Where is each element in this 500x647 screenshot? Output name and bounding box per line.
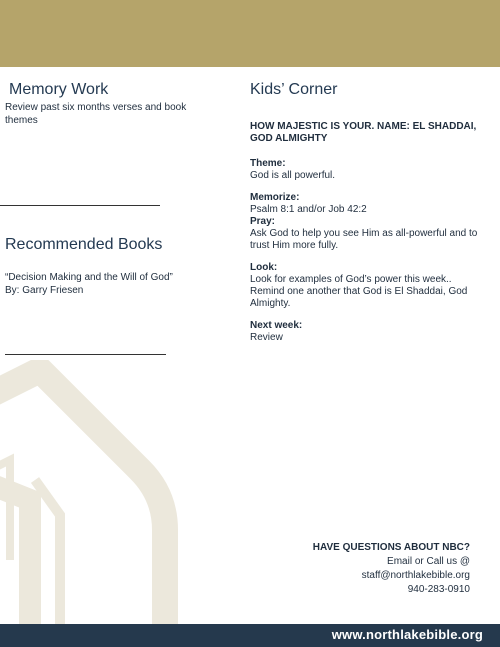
memorize-block (250, 192, 480, 216)
memory-work-text: Review past six months verses and book themes (5, 102, 187, 126)
theme-block (250, 158, 480, 182)
contact-phone[interactable]: 940-283-0910 (407, 584, 470, 595)
book-entry (5, 271, 225, 297)
divider-memory (0, 205, 160, 206)
book-author: By: Garry Friesen (5, 285, 84, 296)
look-block (250, 262, 480, 310)
next-week-label: Next week: (250, 320, 303, 331)
pray-block (250, 216, 480, 252)
recommended-books-title: Recommended Books (5, 236, 163, 253)
top-banner (0, 0, 500, 67)
kids-corner-title: Kids’ Corner (250, 81, 338, 98)
contact-block (313, 541, 470, 597)
memory-work-title: Memory Work (9, 81, 109, 98)
kids-corner-content (250, 121, 480, 354)
contact-email[interactable]: staff@northlakebible.org (361, 570, 470, 581)
kids-heading: HOW MAJESTIC IS YOUR. NAME: EL SHADDAI, GOD ALMIGHTY (250, 121, 477, 144)
memorize-label: Memorize: (250, 192, 300, 203)
look-text: Look for examples of God’s power this week.. Remind one another that God is El Shaddai, God Almighty. (250, 274, 468, 309)
watermark-logo (0, 360, 200, 630)
theme-text: God is all powerful. (250, 170, 336, 181)
contact-question: HAVE QUESTIONS ABOUT NBC? (312, 542, 470, 553)
divider-books (5, 354, 166, 355)
next-week-text: Review (250, 332, 283, 343)
look-label: Look: (250, 262, 278, 273)
website-link[interactable]: www.northlakebible.org (331, 627, 483, 642)
next-week-block (250, 320, 480, 344)
book-title: “Decision Making and the Will of God” (5, 272, 173, 283)
contact-line: Email or Call us @ (387, 556, 470, 567)
theme-label: Theme: (250, 158, 286, 169)
pray-text: Ask God to help you see Him as all-powerful and to trust Him more fully. (250, 228, 478, 251)
pray-label: Pray: (250, 216, 276, 227)
memorize-text: Psalm 8:1 and/or Job 42:2 (250, 204, 367, 215)
